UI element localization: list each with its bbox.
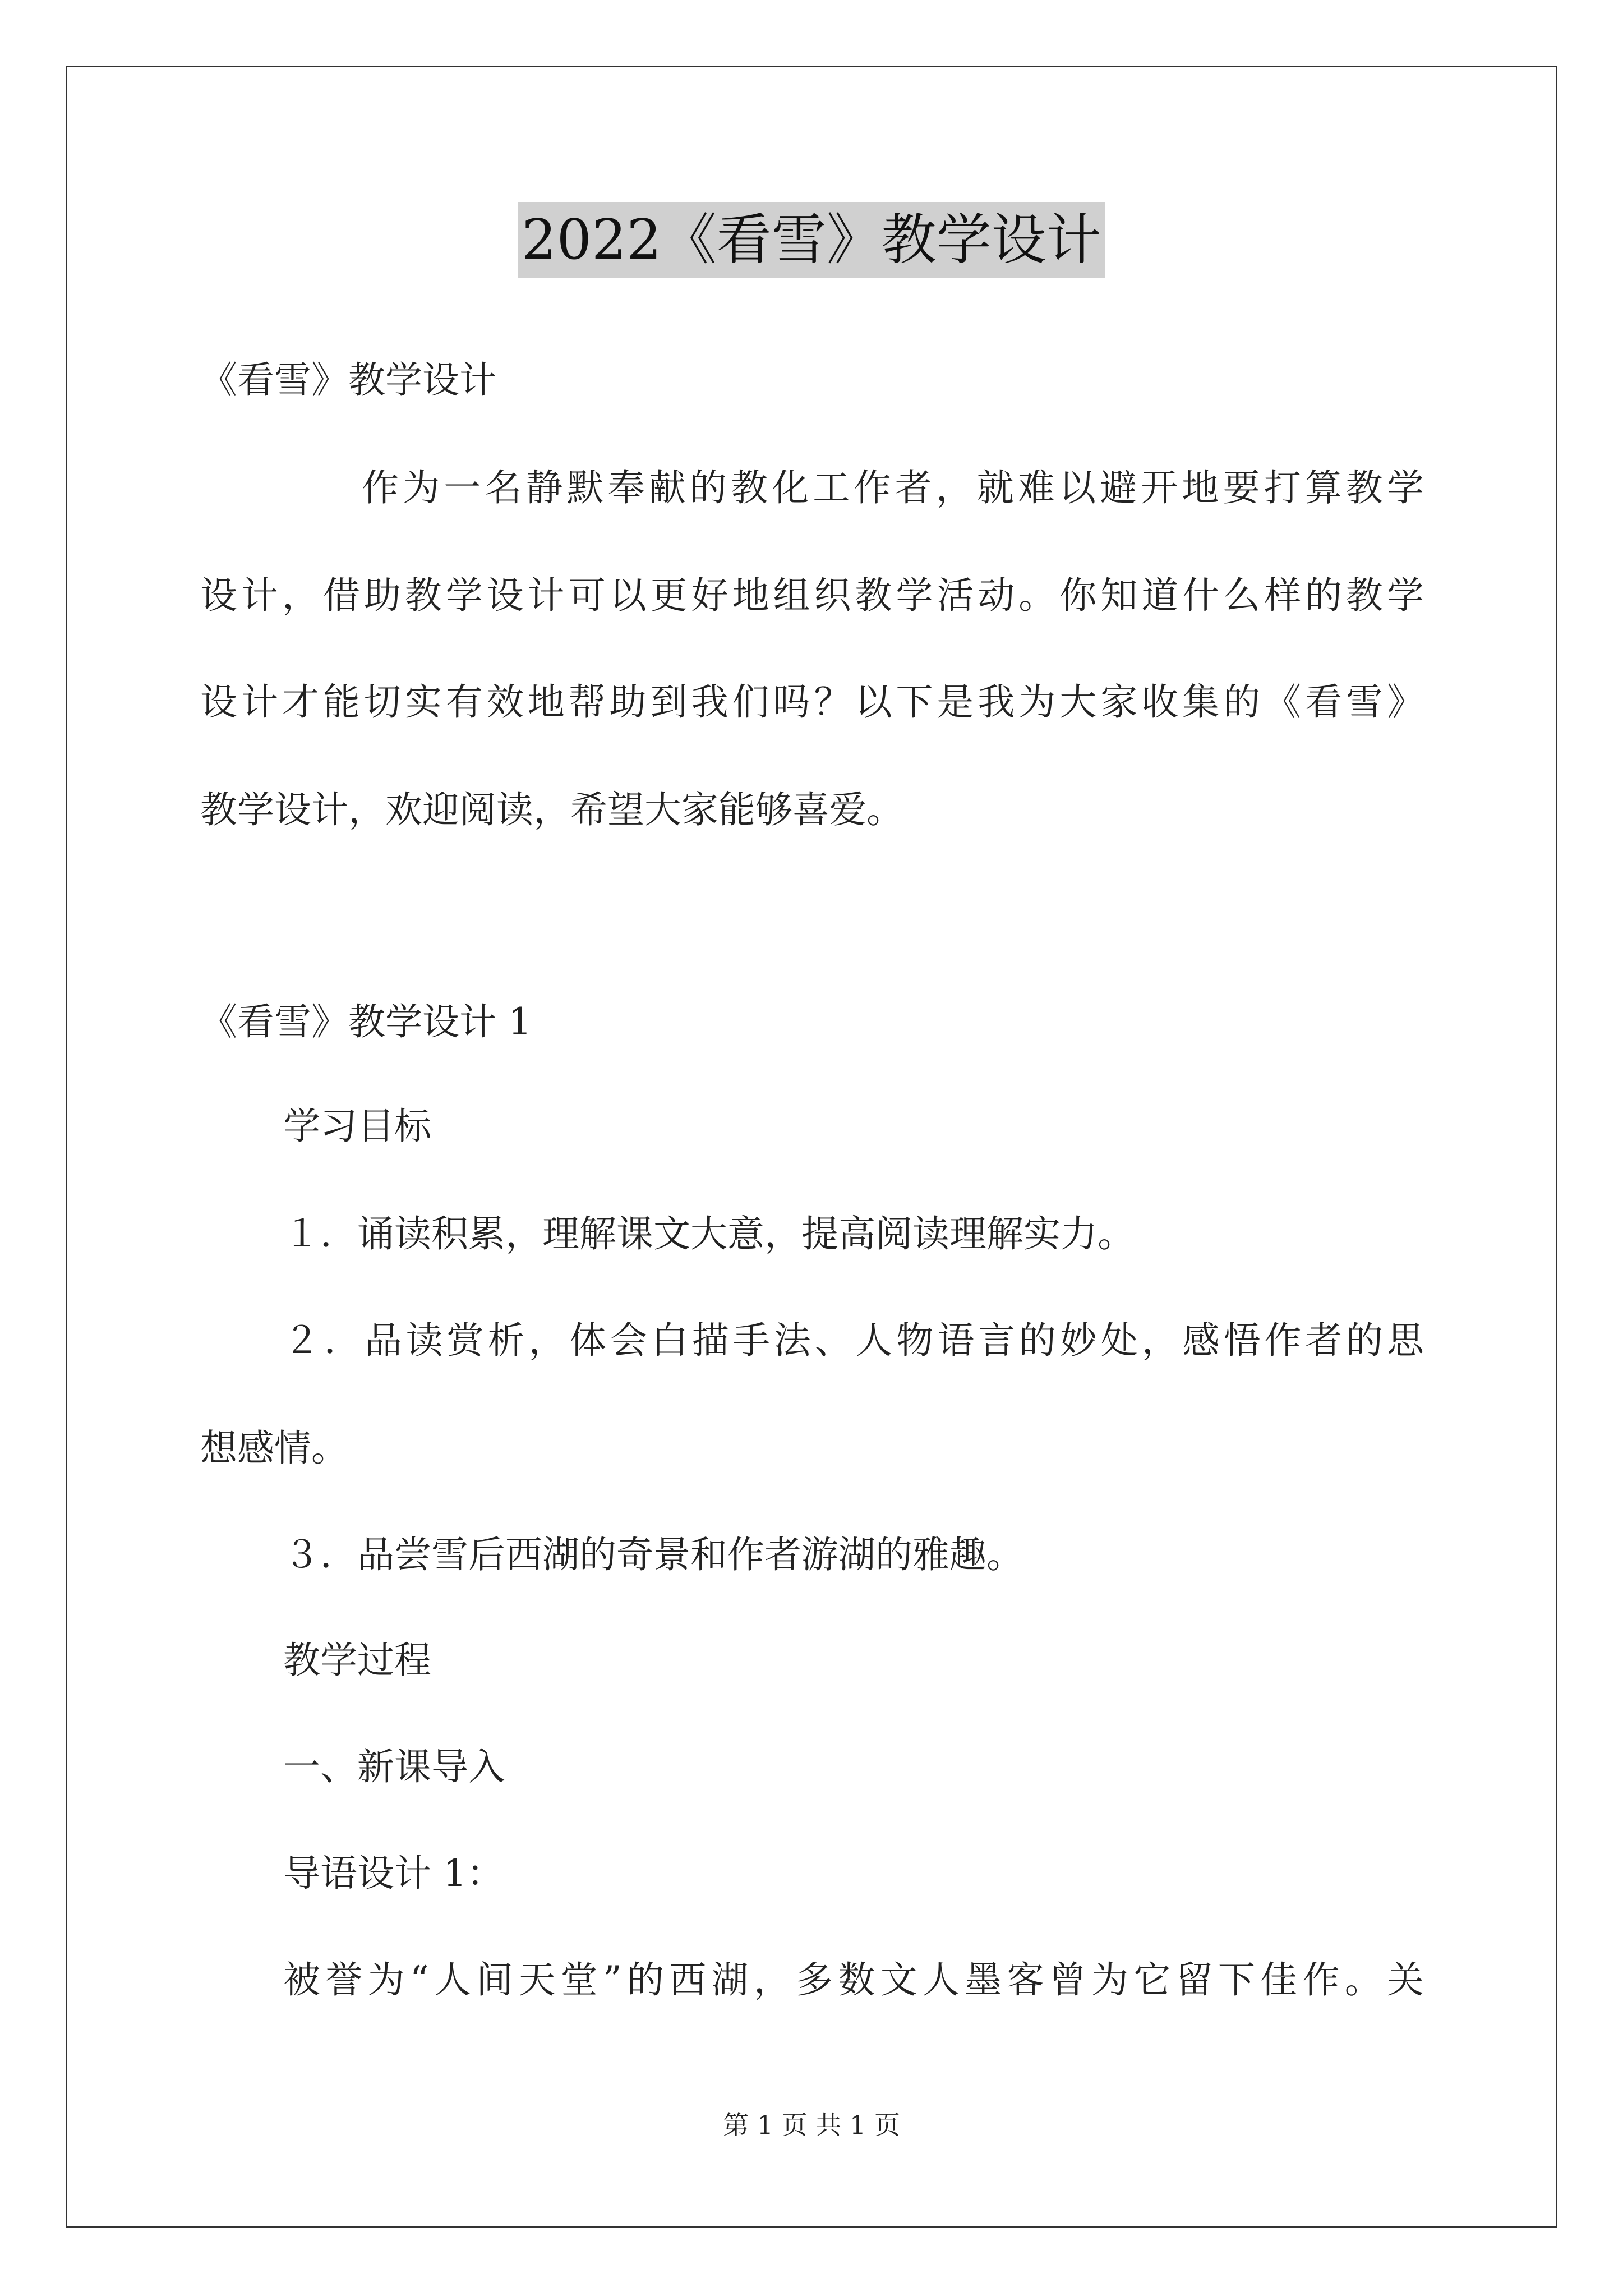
intro-line-3: 设计才能切实有效地帮助到我们吗？以下是我为大家收集的《看雪》 [200,680,1424,724]
intro-line-4: 教学设计，欢迎阅读，希望大家能够喜爱。 [200,788,903,831]
intro-line-1: 作为一名静默奉献的教化工作者，就难以避开地要打算教学 [362,466,1424,509]
lead-in-text: 被誉为“人间天堂”的西湖，多数文人墨客曾为它留下佳作。关 [283,1958,1424,2001]
lead-in-heading: 导语设计 1： [283,1852,504,1895]
page-title: 2022《看雪》教学设计 [518,202,1104,278]
objective-2-cont: 想感情。 [200,1427,348,1470]
intro-line-2: 设计，借助教学设计可以更好地组织教学活动。你知道什么样的教学 [200,574,1424,617]
objective-3: ３．品尝雪后西湖的奇景和作者游湖的雅趣。 [283,1533,1023,1576]
process-heading: 教学过程 [283,1639,431,1682]
section-heading: 《看雪》教学设计 1 [200,1000,532,1043]
objective-1: １．诵读积累，理解课文大意，提高阅读理解实力。 [283,1212,1135,1255]
objectives-heading: 学习目标 [283,1105,431,1148]
step-heading: 一、新课导入 [283,1745,505,1788]
doc-subtitle: 《看雪》教学设计 [200,358,496,402]
page-footer: 第 1 页 共 1 页 [723,2110,900,2140]
title-block [0,202,1623,278]
objective-2: ２．品读赏析，体会白描手法、人物语言的妙处，感悟作者的思 [283,1319,1424,1362]
